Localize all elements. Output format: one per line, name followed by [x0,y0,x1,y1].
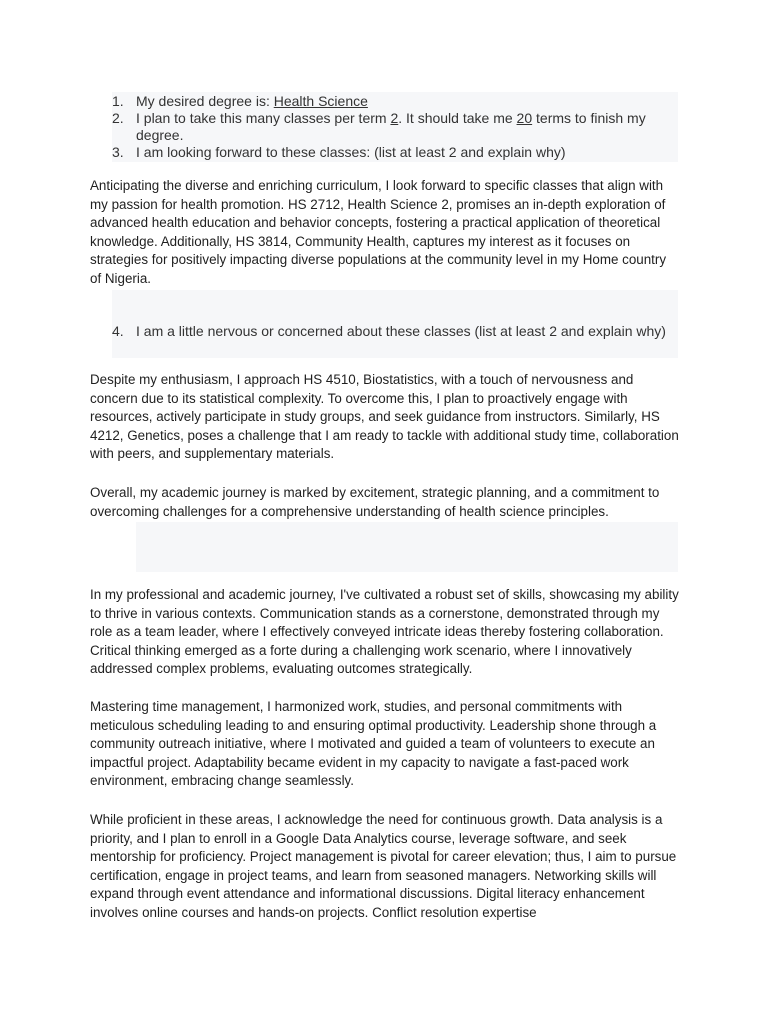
question-list-top [112,93,678,161]
paragraph-overall: Overall, my academic journey is marked by excitement, strategic planning, and a commitment to overcoming challenges for a comprehensive understanding of health science principles. [90,485,660,519]
empty-shade-block [136,522,678,572]
list-item-text: I am looking forward to these classes: (list at least 2 and explain why) [136,144,566,160]
list-item-prefix: I plan to take this many classes per term [136,110,391,126]
list-number: 4. [112,323,124,339]
paragraph-anticipating: Anticipating the diverse and enriching curriculum, I look forward to specific classes that align with my passion for health promotion. HS 2712, Health Science 2, promises an in-depth exploration of advanced health education and behavior concepts, fostering a practical application of theoretical knowledge. Additionally, HS 3814, Community Health, captures my interest as it focuses on strategies for positively impacting diverse populations at the community level in my Home country of Nigeria. [90,178,667,286]
list-item-classes-per-term [112,110,678,144]
list-number: 2. [112,110,124,126]
list-item-looking-forward [112,144,678,161]
list-item-prefix: My desired degree is: [136,93,274,109]
list-item-suffix: terms to finish my degree. [136,110,646,143]
list-item-middle: . It should take me [398,110,517,126]
degree-value: Health Science [273,93,368,109]
list-number: 1. [112,93,124,109]
list-number: 3. [112,144,124,160]
terms-value: 20 [516,110,533,126]
list-item-nervous [112,323,678,340]
classes-per-term-value: 2 [390,110,399,126]
paragraph-continuous-growth: While proficient in these areas, I acknowledge the need for continuous growth. Data analysis is a priority, and I plan to enroll in a Google Data Analytics course, leverage software, and seek mentorship for proficiency. Project management is pivotal for career elevation; thus, I aim to pursue certification, engage in project teams, and learn from seasoned managers. Networking skills will expand through event attendance and informational discussions. Digital literacy enhancement involves online courses and hands-on projects. Conflict resolution expertise [90,812,677,920]
question-list-mid [112,323,678,340]
paragraph-despite: Despite my enthusiasm, I approach HS 4510, Biostatistics, with a touch of nervousness and concern due to its statistical complexity. To overcome this, I plan to proactively engage with resources, actively participate in study groups, and seek guidance from instructors. Similarly, HS 4212, Genetics, poses a challenge that I am ready to tackle with additional study time, collaboration with peers, and supplementary materials. [90,372,679,462]
paragraph-professional-journey: In my professional and academic journey, I've cultivated a robust set of skills, showcasing my ability to thrive in various contexts. Communication stands as a cornerstone, demonstrated through my role as a team leader, where I effectively conveyed intricate ideas thereby fostering collaboration. Critical thinking emerged as a forte during a challenging work scenario, where I innovatively addressed complex problems, evaluating outcomes strategically. [90,587,679,677]
list-item-degree [112,93,678,110]
list-item-text: I am a little nervous or concerned about these classes (list at least 2 and explain why) [136,323,666,339]
paragraph-time-management: Mastering time management, I harmonized work, studies, and personal commitments with meticulous scheduling leading to and ensuring optimal productivity. Leadership shone through a community outreach initiative, where I motivated and guided a team of volunteers to execute an impactful project. Adaptability became evident in my capacity to navigate a fast-paced work environment, embracing change seamlessly. [90,699,657,789]
